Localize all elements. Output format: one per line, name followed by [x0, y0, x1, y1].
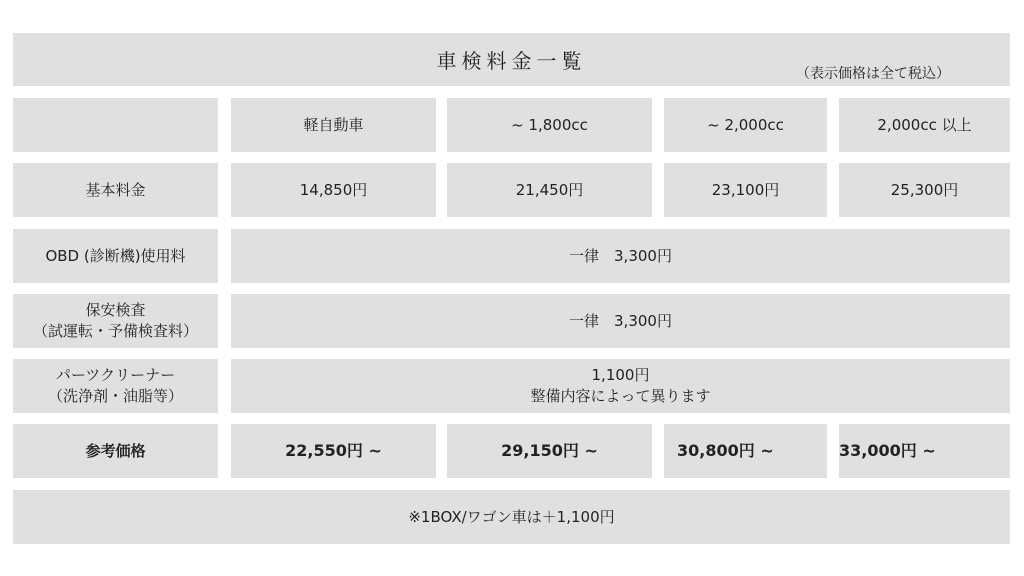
- parts-fee-price: 1,100円: [591, 366, 650, 384]
- reference-price-2000cc: 30,800円 ~: [664, 424, 827, 478]
- reference-price-over-2000cc: 33,000円 ~: [839, 424, 1010, 478]
- inspection-label-sub: （試運転・予備検査料）: [32, 322, 198, 340]
- reference-price-1800cc: 29,150円 ~: [447, 424, 652, 478]
- column-header-2000cc: ~ 2,000cc: [664, 98, 827, 152]
- page-title: 車検料金一覧: [436, 49, 587, 73]
- row-label-reference: 参考価格: [13, 424, 218, 478]
- basic-price-2000cc: 23,100円: [664, 163, 827, 217]
- basic-price-kei: 14,850円: [231, 163, 436, 217]
- header-empty-cell: [13, 98, 218, 152]
- basic-price-over-2000cc: 25,300円: [839, 163, 1010, 217]
- column-header-over-2000cc: 2,000cc 以上: [839, 98, 1010, 152]
- title-bar: [13, 33, 1010, 86]
- row-label-parts: [13, 359, 218, 413]
- parts-label-sub: （洗浄剤・油脂等）: [47, 387, 183, 405]
- footnote: ※1BOX/ワゴン車は＋1,100円: [13, 490, 1010, 544]
- parts-fee-note: 整備内容によって異ります: [530, 387, 711, 405]
- row-label-inspection: [13, 294, 218, 348]
- parts-fee: [231, 359, 1010, 413]
- tax-note: （表示価格は全て税込）: [796, 66, 950, 82]
- column-header-1800cc: ~ 1,800cc: [447, 98, 652, 152]
- row-label-basic: 基本料金: [13, 163, 218, 217]
- inspection-label-main: 保安検査: [85, 301, 146, 319]
- inspection-fee: 一律 3,300円: [231, 294, 1010, 348]
- column-header-kei: 軽自動車: [231, 98, 436, 152]
- parts-label-main: パーツクリーナー: [55, 366, 176, 384]
- basic-price-1800cc: 21,450円: [447, 163, 652, 217]
- row-label-obd: OBD (診断機)使用料: [13, 229, 218, 283]
- reference-price-kei: 22,550円 ~: [231, 424, 436, 478]
- obd-fee: 一律 3,300円: [231, 229, 1010, 283]
